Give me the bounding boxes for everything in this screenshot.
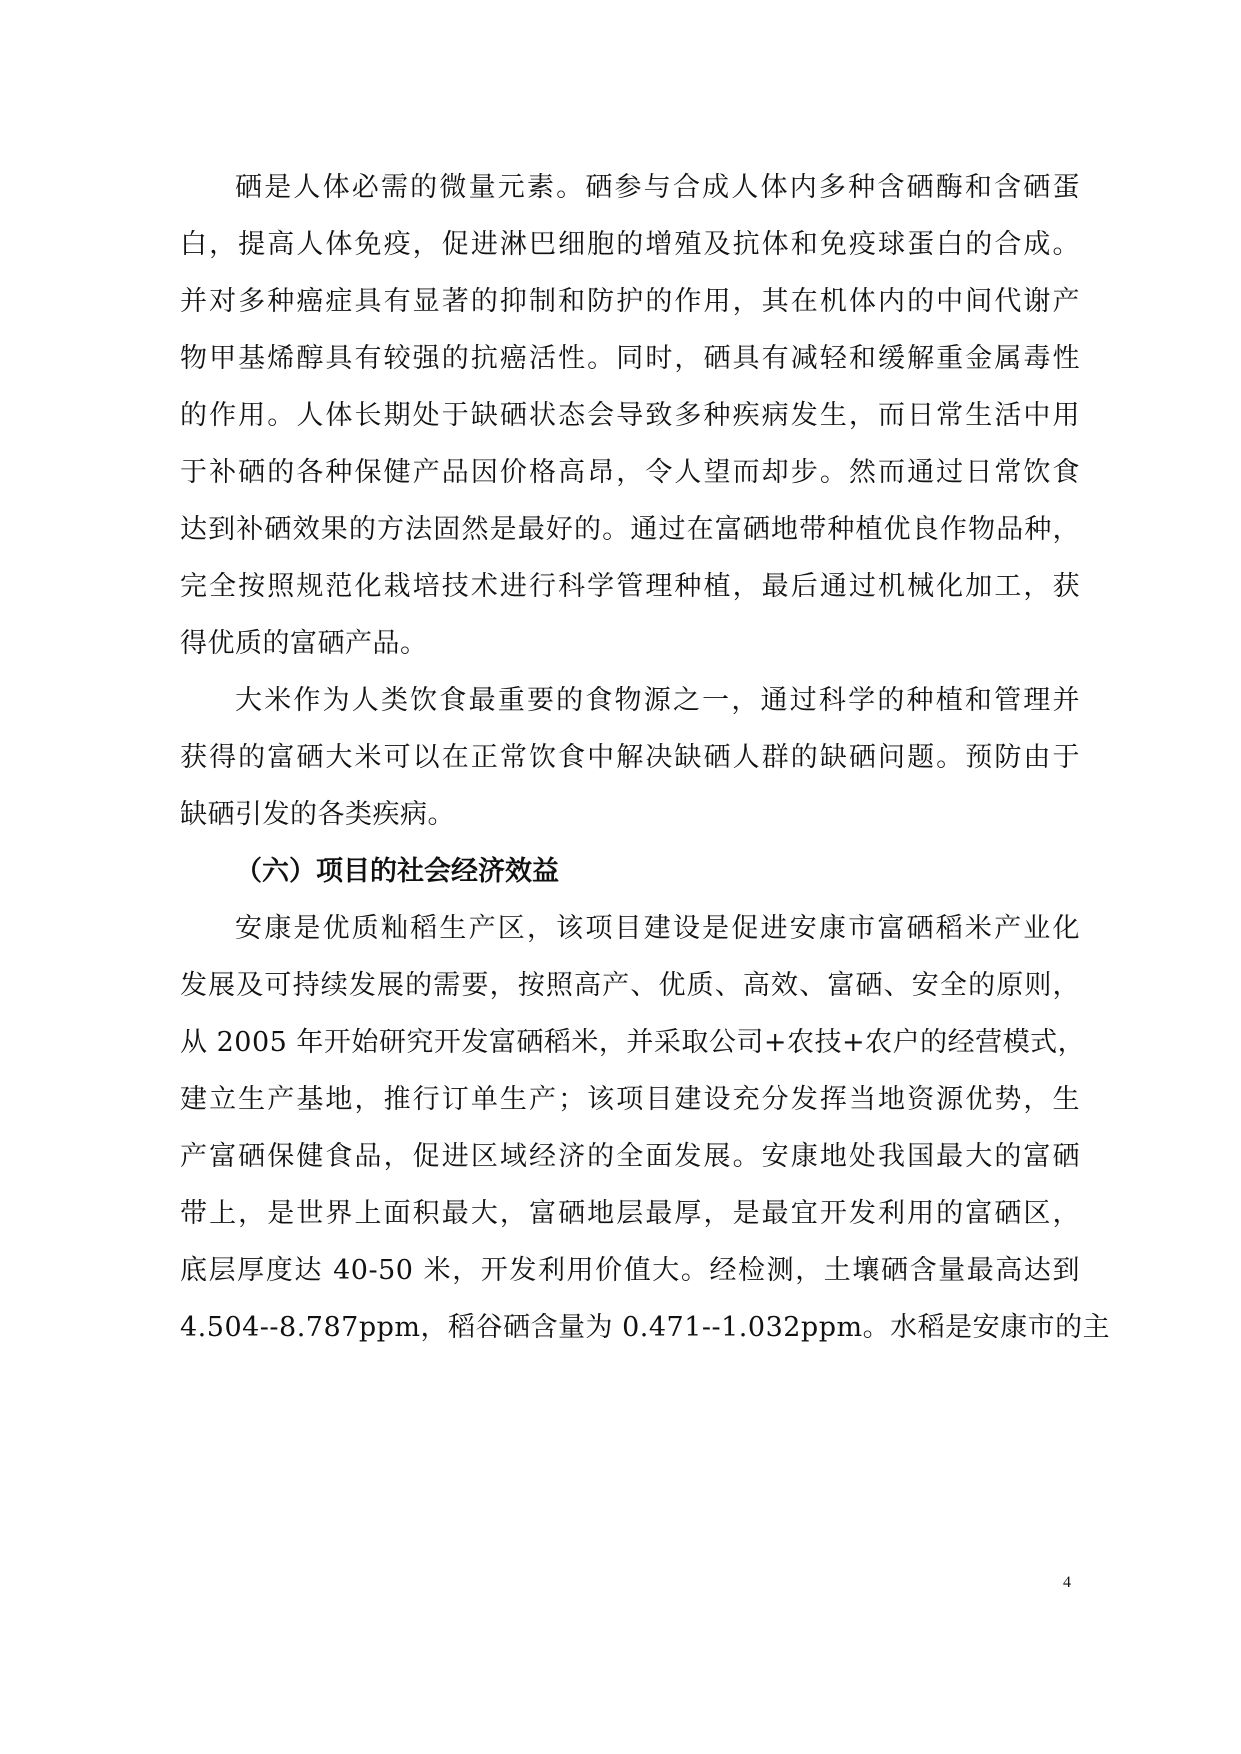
paragraph-1-line-9: 得优质的富硒产品。 [180, 628, 428, 659]
paragraph-2-line-1: 大米作为人类饮食最重要的食物源之一，通过科学的种植和管理并 [235, 685, 1080, 716]
paragraph-1-line-6: 于补硒的各种保健产品因价格高昂，令人望而却步。然而通过日常饮食 [180, 457, 1080, 488]
paragraph-3-line-8: 4.504--8.787ppm，稻谷硒含量为 0.471--1.032ppm。水稻是安康市的主 [180, 1312, 1111, 1343]
paragraph-3-line-6: 带上，是世界上面积最大，富硒地层最厚，是最宜开发利用的富硒区， [180, 1198, 1080, 1229]
paragraph-3-line-5: 产富硒保健食品，促进区域经济的全面发展。安康地处我国最大的富硒 [180, 1141, 1080, 1172]
paragraph-1-line-3: 并对多种癌症具有显著的抑制和防护的作用，其在机体内的中间代谢产 [180, 286, 1080, 317]
paragraph-1-line-8: 完全按照规范化栽培技术进行科学管理种植，最后通过机械化加工，获 [180, 571, 1080, 602]
paragraph-3-line-4: 建立生产基地，推行订单生产；该项目建设充分发挥当地资源优势，生 [180, 1084, 1080, 1115]
paragraph-1-line-2: 白，提高人体免疫，促进淋巴细胞的增殖及抗体和免疫球蛋白的合成。 [180, 229, 1080, 260]
paragraph-1-line-7: 达到补硒效果的方法固然是最好的。通过在富硒地带种植优良作物品种， [180, 514, 1080, 545]
paragraph-2-line-3: 缺硒引发的各类疾病。 [180, 799, 455, 830]
paragraph-3-line-3: 从 2005 年开始研究开发富硒稻米，并采取公司+农技+农户的经营模式， [180, 1027, 1086, 1058]
paragraph-1-line-5: 的作用。人体长期处于缺硒状态会导致多种疾病发生，而日常生活中用 [180, 400, 1080, 431]
paragraph-1-line-1: 硒是人体必需的微量元素。硒参与合成人体内多种含硒酶和含硒蛋 [235, 172, 1080, 203]
paragraph-3-line-7: 底层厚度达 40-50 米，开发利用价值大。经检测，土壤硒含量最高达到 [180, 1255, 1080, 1286]
section-heading: （六）项目的社会经济效益 [235, 856, 559, 887]
paragraph-2-line-2: 获得的富硒大米可以在正常饮食中解决缺硒人群的缺硒问题。预防由于 [180, 742, 1080, 773]
paragraph-3-line-2: 发展及可持续发展的需要，按照高产、优质、高效、富硒、安全的原则， [180, 970, 1080, 1001]
paragraph-3-line-1: 安康是优质籼稻生产区，该项目建设是促进安康市富硒稻米产业化 [235, 913, 1080, 944]
paragraph-1-line-4: 物甲基烯醇具有较强的抗癌活性。同时，硒具有减轻和缓解重金属毒性 [180, 343, 1080, 374]
page-number: 4 [1063, 1574, 1071, 1591]
